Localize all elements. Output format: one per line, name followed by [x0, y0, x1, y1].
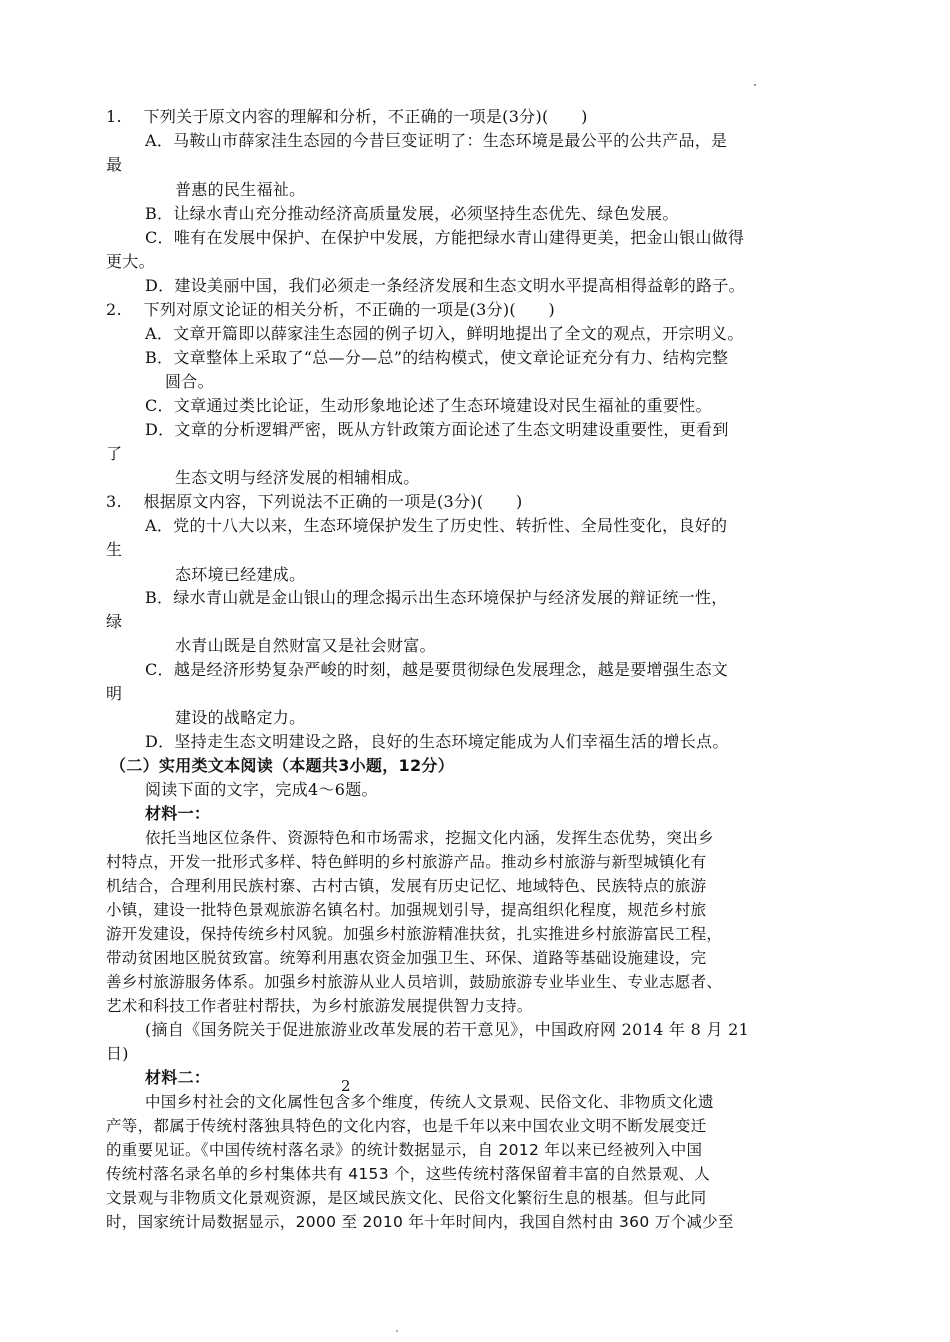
question-2-option-d-wrap: 了 [106, 444, 123, 463]
question-1-option-c-wrap: 更大。 [106, 252, 155, 271]
question-2-option-d-cont: 生态文明与经济发展的相辅相成。 [175, 468, 420, 487]
material-2-label: 材料二： [145, 1068, 211, 1087]
question-3-option-c: C．越是经济形势复杂严峻的时刻，越是要贯彻绿色发展理念，越是要增强生态文 [145, 660, 729, 679]
question-1-option-d: D．建设美丽中国，我们必须走一条经济发展和生态文明水平提高相得益彰的路子。 [145, 276, 745, 295]
question-3-stem: 3. 根据原文内容，下列说法不正确的一项是(3分)( ) [106, 492, 523, 511]
question-1-option-a-wrap: 最 [106, 155, 123, 174]
question-3-option-b-wrap: 绿 [106, 612, 123, 631]
material-2-line: 时，国家统计局数据显示，2000 至 2010 年十年时间内，我国自然村由 360 万个减少至 [106, 1213, 734, 1231]
material-2-line: 的重要见证。《中国传统村落名录》的统计数据显示，自 2012 年以来已经被列入中国 [106, 1141, 703, 1159]
material-1-line: 小镇，建设一批特色景观旅游名镇名村。加强规划引导，提高组织化程度，规范乡村旅 [106, 901, 707, 919]
question-1-option-b: B．让绿水青山充分推动经济高质量发展，必须坚持生态优先、绿色发展。 [145, 204, 679, 223]
question-3-option-a: A．党的十八大以来，生态环境保护发生了历史性、转折性、全局性变化，良好的 [145, 516, 728, 535]
question-2-option-b-cont: 圆合。 [165, 372, 214, 391]
question-1-option-c: C．唯有在发展中保护、在保护中发展，方能把绿水青山建得更美，把金山银山做得 [145, 228, 745, 247]
scan-speck [754, 84, 756, 86]
question-2-option-b: B．文章整体上采取了“总—分—总”的结构模式，使文章论证充分有力、结构完整 [145, 348, 729, 367]
page-number: 2 [341, 1077, 351, 1095]
scan-speck [396, 1330, 398, 1332]
question-2-stem: 2. 下列对原文论证的相关分析，不正确的一项是(3分)( ) [106, 300, 556, 319]
material-2-line: 文景观与非物质文化景观资源，是区域民族文化、民俗文化繁衍生息的根基。但与此同 [106, 1189, 707, 1207]
instruction: 阅读下面的文字，完成4～6题。 [145, 780, 378, 799]
question-3-option-d: D．坚持走生态文明建设之路，良好的生态环境定能成为人们幸福生活的增长点。 [145, 732, 729, 751]
material-2-line: 产等，都属于传统村落独具特色的文化内容，也是千年以来中国农业文明不断发展变迁 [106, 1117, 707, 1135]
material-1-line: 善乡村旅游服务体系。加强乡村旅游从业人员培训，鼓励旅游专业毕业生、专业志愿者、 [106, 973, 723, 991]
material-1-line: 游开发建设，保持传统乡村风貌。加强乡村旅游精准扶贫，扎实推进乡村旅游富民工程， [106, 925, 723, 943]
material-1-label: 材料一： [145, 804, 211, 823]
material-1-line: 村特点，开发一批形式多样、特色鲜明的乡村旅游产品。推动乡村旅游与新型城镇化有 [106, 853, 707, 871]
question-1-stem: 1. 下列关于原文内容的理解和分析，不正确的一项是(3分)( ) [106, 107, 588, 126]
material-1-line: 带动贫困地区脱贫致富。统筹利用惠农资金加强卫生、环保、道路等基础设施建设，完 [106, 949, 707, 967]
question-1-option-a-cont: 普惠的民生福祉。 [175, 180, 306, 199]
question-3-option-b-cont: 水青山既是自然财富又是社会财富。 [175, 636, 436, 655]
question-3-option-c-cont: 建设的战略定力。 [175, 708, 306, 727]
question-2-option-d: D．文章的分析逻辑严密，既从方针政策方面论述了生态文明建设重要性，更看到 [145, 420, 729, 439]
material-1-source: (摘自《国务院关于促进旅游业改革发展的若干意见》，中国政府网 2014 年 8 月 21 [145, 1020, 750, 1039]
question-3-option-b: B．绿水青山就是金山银山的理念揭示出生态环境保护与经济发展的辩证统一性， [145, 588, 728, 607]
material-1-line: 机结合，合理利用民族村寨、古村古镇，发展有历史记忆、地域特色、民族特点的旅游 [106, 877, 707, 895]
material-1-line: 艺术和科技工作者驻村帮扶，为乡村旅游发展提供智力支持。 [106, 997, 533, 1015]
question-3-option-c-wrap: 明 [106, 684, 123, 703]
material-1-source-wrap: 日) [106, 1044, 129, 1063]
question-2-option-a: A．文章开篇即以薛家洼生态园的例子切入，鲜明地提出了全文的观点，开宗明义。 [145, 324, 744, 343]
section-title: （二）实用类文本阅读（本题共3小题，12分） [110, 756, 454, 775]
material-1-line: 依托当地区位条件、资源特色和市场需求，挖掘文化内涵，发挥生态优势，突出乡 [145, 829, 714, 847]
question-3-option-a-cont: 态环境已经建成。 [175, 565, 306, 584]
material-2-line: 中国乡村社会的文化属性包含多个维度，传统人文景观、民俗文化、非物质文化遗 [145, 1093, 714, 1111]
question-2-option-c: C．文章通过类比论证，生动形象地论述了生态环境建设对民生福祉的重要性。 [145, 396, 712, 415]
question-3-option-a-wrap: 生 [106, 540, 123, 559]
material-2-line: 传统村落名录名单的乡村集体共有 4153 个，这些传统村落保留着丰富的自然景观、人 [106, 1165, 711, 1183]
question-1-option-a: A．马鞍山市薛家洼生态园的今昔巨变证明了：生态环境是最公平的公共产品，是 [145, 131, 728, 150]
